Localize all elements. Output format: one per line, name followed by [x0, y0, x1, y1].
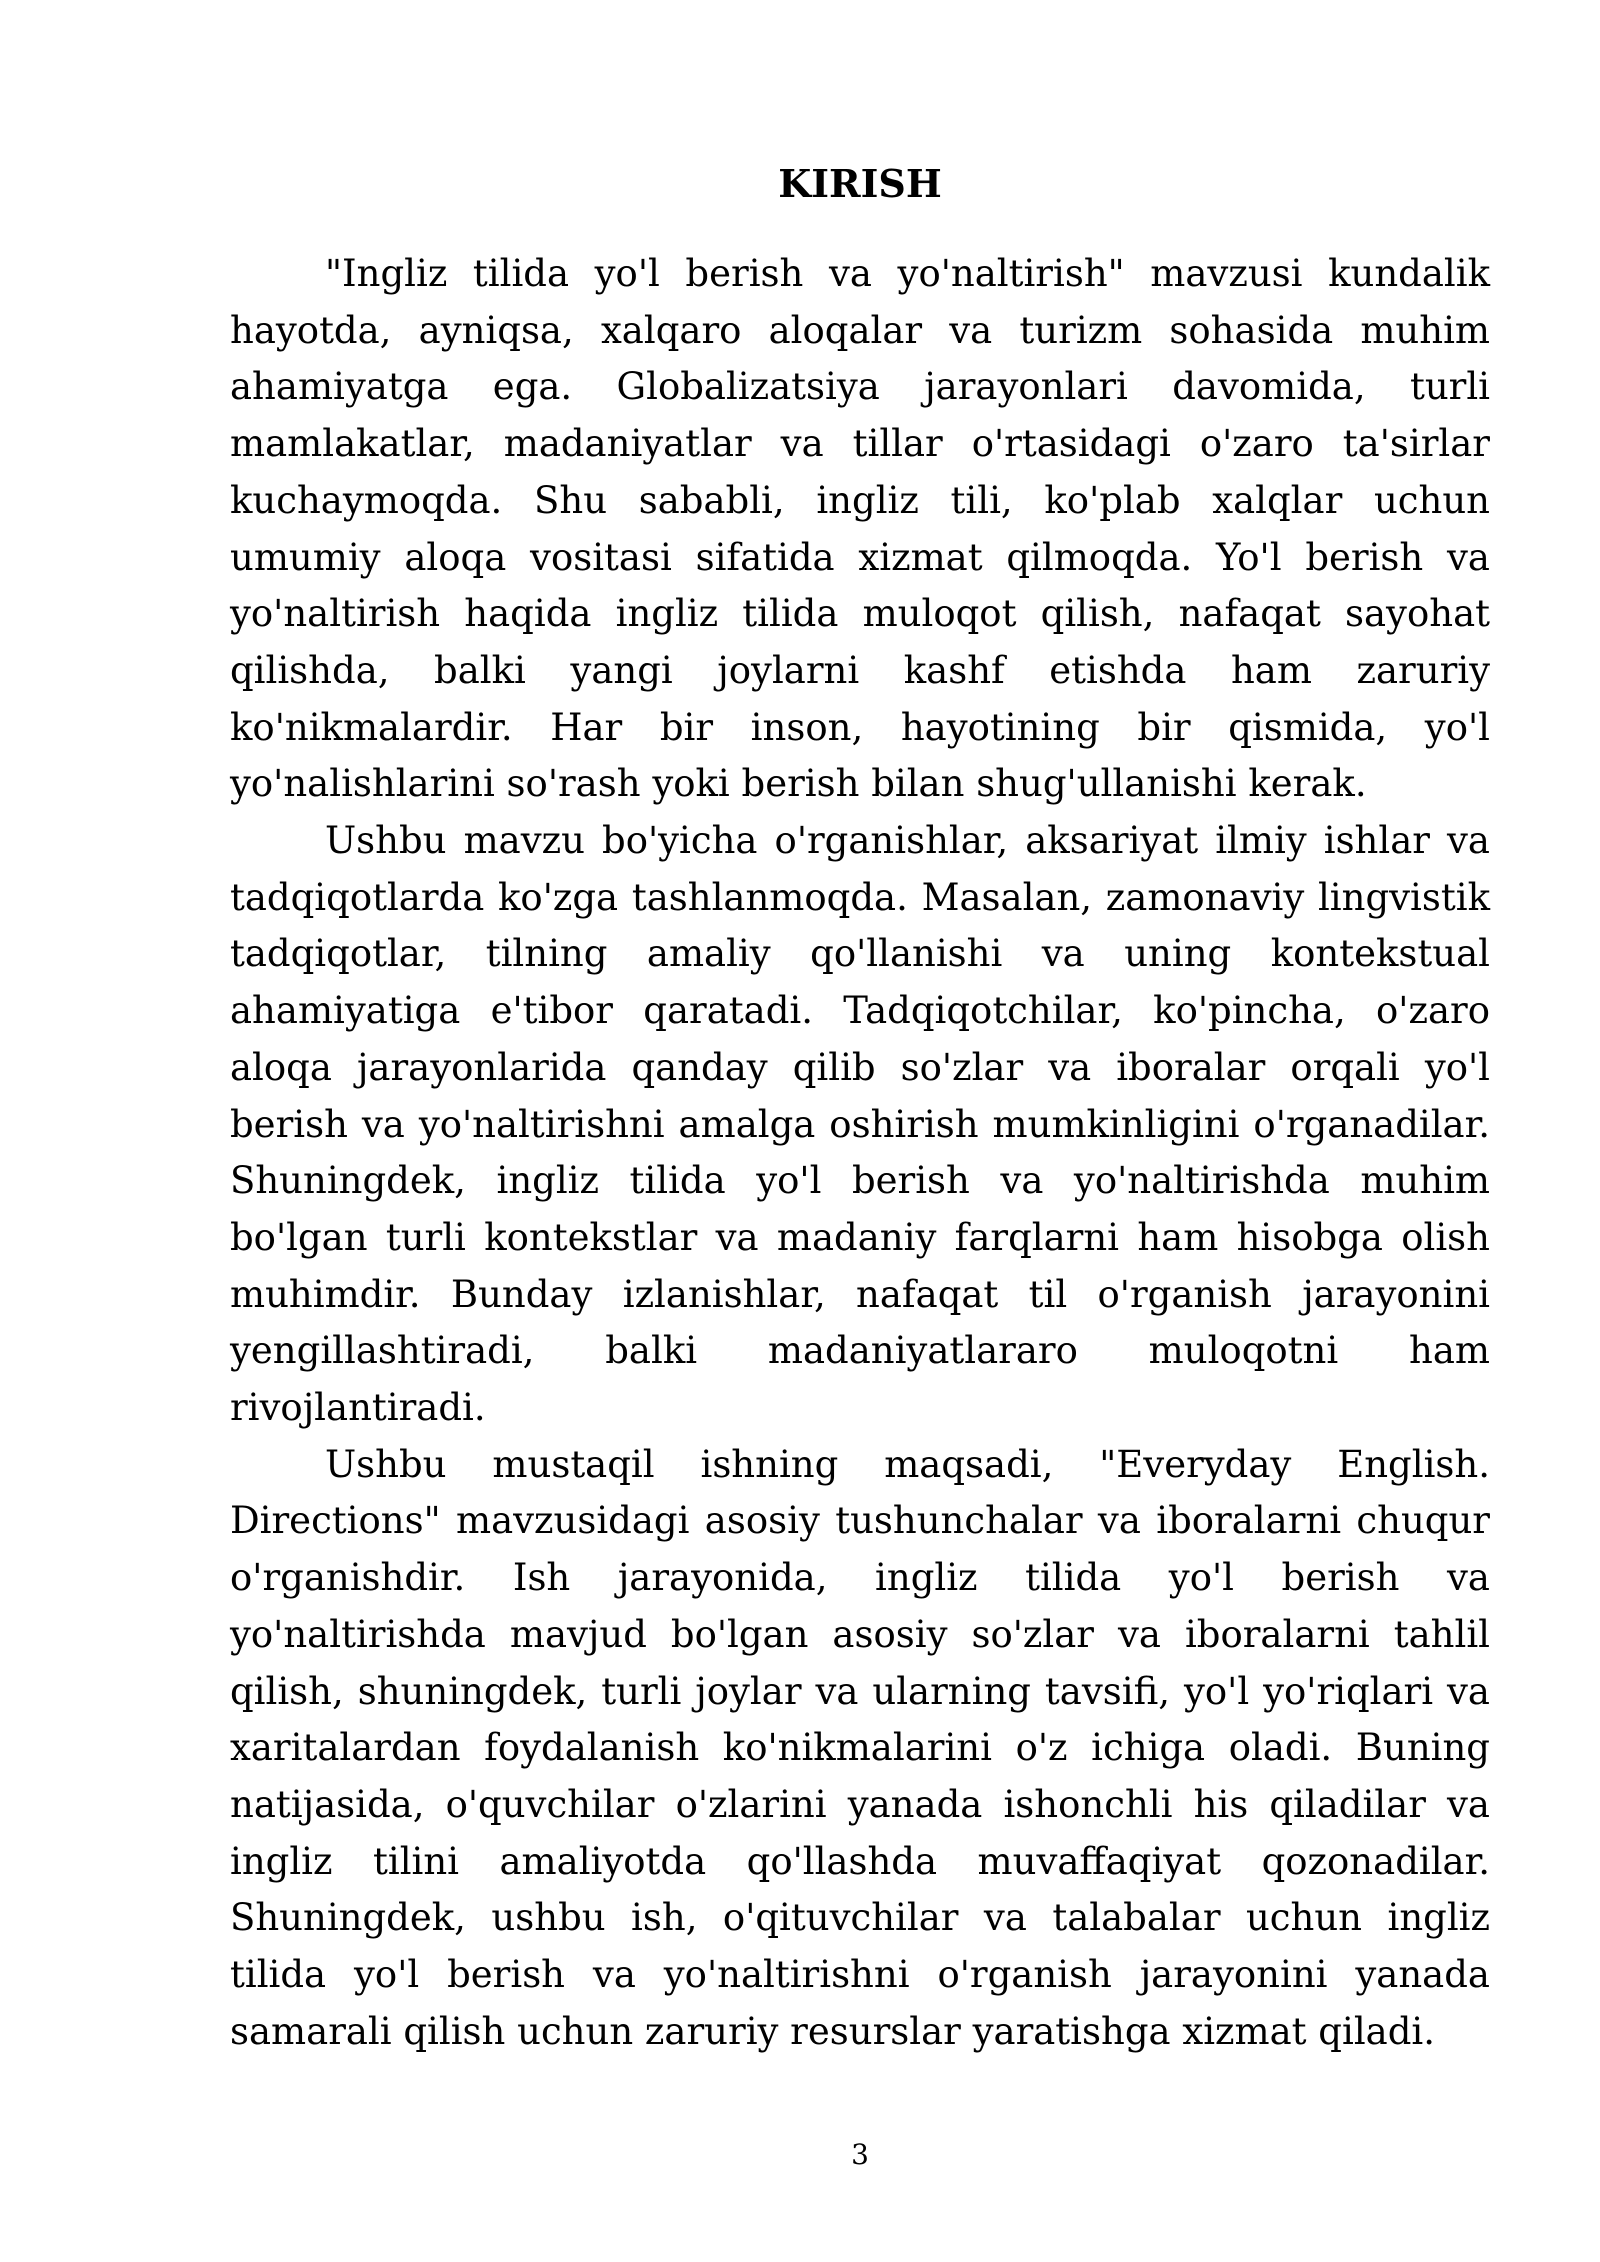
paragraph-3: Ushbu mustaqil ishning maqsadi, "Everyday English. Directions" mavzusidagi asosiy tushunchalar va iboralarni chuqur o'rganishdir. Ish jarayonida, ingliz tilida yo'l berish va yo'naltirishda mavjud bo'lgan asosiy so'zlar va iboralarni tahlil qilish, shuningdek, turli joylar va ularning tavsifi, yo'l yo'riqlari va xaritalardan foydalanish ko'nikmalarini o'z ichiga oladi. Buning natijasida, o'quvchilar o'zlarini yanada ishonchli his qiladilar va ingliz tilini amaliyotda qo'llashda muvaffaqiyat qozonadilar. Shuningdek, ushbu ish, o'qituvchilar va talabalar uchun ingliz tilida yo'l berish va yo'naltirishni o'rganish jarayonini yanada samarali qilish uchun zaruriy resurslar yaratishga xizmat qiladi.: [230, 1442, 1490, 2053]
paragraph-1: "Ingliz tilida yo'l berish va yo'naltirish" mavzusi kundalik hayotda, ayniqsa, xalqaro aloqalar va turizm sohasida muhim ahamiyatga ega. Globalizatsiya jarayonlari davomida, turli mamlakatlar, madaniyatlar va tillar o'rtasidagi o'zaro ta'sirlar kuchaymoqda. Shu sababli, ingliz tili, ko'plab xalqlar uchun umumiy aloqa vositasi sifatida xizmat qilmoqda. Yo'l berish va yo'naltirish haqida ingliz tilida muloqot qilish, nafaqat sayohat qilishda, balki yangi joylarni kashf etishda ham zaruriy ko'nikmalardir. Har bir inson, hayotining bir qismida, yo'l yo'nalishlarini so'rash yoki berish bilan shug'ullanishi kerak.: [230, 252, 1490, 806]
paragraph-2: Ushbu mavzu bo'yicha o'rganishlar, aksariyat ilmiy ishlar va tadqiqotlarda ko'zga tashlanmoqda. Masalan, zamonaviy lingvistik tadqiqotlar, tilning amaliy qo'llanishi va uning kontekstual ahamiyatiga e'tibor qaratadi. Tadqiqotchilar, ko'pincha, o'zaro aloqa jarayonlarida qanday qilib so'zlar va iboralar orqali yo'l berish va yo'naltirishni amalga oshirish mumkinligini o'rganadilar. Shuningdek, ingliz tilida yo'l berish va yo'naltirishda muhim bo'lgan turli kontekstlar va madaniy farqlarni ham hisobga olish muhimdir. Bunday izlanishlar, nafaqat til o'rganish jarayonini yengillashtiradi, balki madaniyatlararo muloqotni ham rivojlantiradi.: [230, 819, 1490, 1430]
body-text: [230, 246, 1490, 2061]
page-number: 3: [851, 2138, 869, 2171]
page-title: KIRISH: [778, 161, 942, 206]
